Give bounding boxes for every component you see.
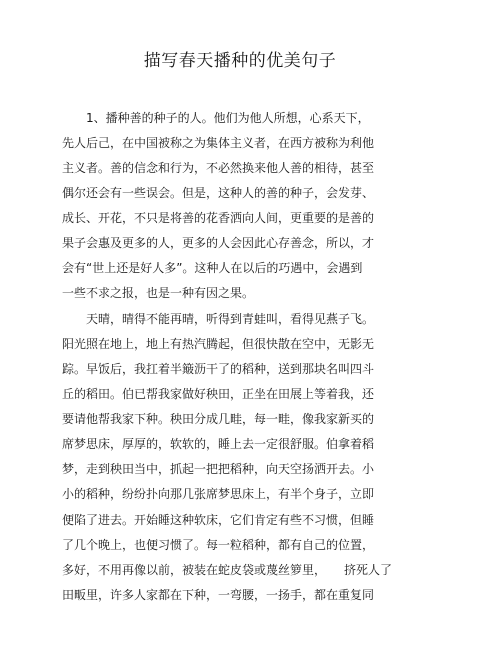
paragraph-line: 成长、开花，不只是将善的花香洒向人间，更重要的是善的 bbox=[62, 211, 375, 225]
paragraph-line: 要请他帮我家下种。秧田分成几畦，每一畦，像我家新买的 bbox=[62, 412, 375, 426]
paragraph-line: 主义者。善的信念和行为，不必然换来他人善的相待，甚至 bbox=[62, 161, 375, 175]
paragraph-line: 天晴，晴得不能再晴，听得到青蛙叫，看得见燕子飞。 bbox=[62, 312, 375, 326]
paragraph-line: 丘的稻田。伯已帮我家做好秧田，正坐在田展上等着我，还 bbox=[62, 387, 375, 401]
paragraph-line: 了几个晚上，也便习惯了。每一粒稻种，都有自己的位置， bbox=[62, 538, 375, 552]
document-title: 描写春天播种的优美句子 bbox=[143, 51, 337, 71]
paragraph-line: 梦，走到秧田当中，抓起一把把稻种，向天空扬洒开去。小 bbox=[62, 462, 375, 476]
paragraph-line: 果子会惠及更多的人，更多的人会因此心存善念，所以，才 bbox=[62, 236, 375, 250]
paragraph-line: 阳光照在地上，地上有热汽腾起，但很快散在空中，无影无 bbox=[62, 337, 375, 351]
paragraph-line: 小的稻种，纷纷扑向那几张席梦思床上，有半个身子，立即 bbox=[62, 487, 375, 501]
paragraph-line: 先人后己，在中国被称之为集体主义者，在西方被称为利他 bbox=[62, 136, 375, 150]
paragraph-line: 会有“世上还是好人多”。这种人在以后的巧遇中，会遇到 bbox=[62, 261, 363, 275]
paragraph-line: 1、播种善的种子的人。他们为他人所想，心系天下， bbox=[62, 111, 370, 125]
paragraph-line: 偶尔还会有一些误会。但是，这种人的善的种子，会发芽、 bbox=[62, 186, 375, 200]
paragraph-line: 一些不求之报，也是一种有因之果。 bbox=[62, 286, 255, 300]
paragraph-line: 席梦思床，厚厚的，软软的，睡上去一定很舒服。伯拿着稻 bbox=[62, 437, 375, 451]
paragraph-line: 田畈里，许多人家都在下种，一弯腰，一扬手，都在重复同 bbox=[62, 588, 375, 602]
paragraph-line: 多好，不用再像以前，被装在蛇皮袋或蔑丝箩里， 挤死人了 bbox=[62, 563, 393, 577]
paragraph-line: 便陷了进去。开始睡这种软床，它们肯定有些不习惯，但睡 bbox=[62, 513, 375, 527]
paragraph-line: 踪。早饭后，我扛着半簸沥干了的稻种，送到那块名叫四斗 bbox=[62, 362, 375, 376]
